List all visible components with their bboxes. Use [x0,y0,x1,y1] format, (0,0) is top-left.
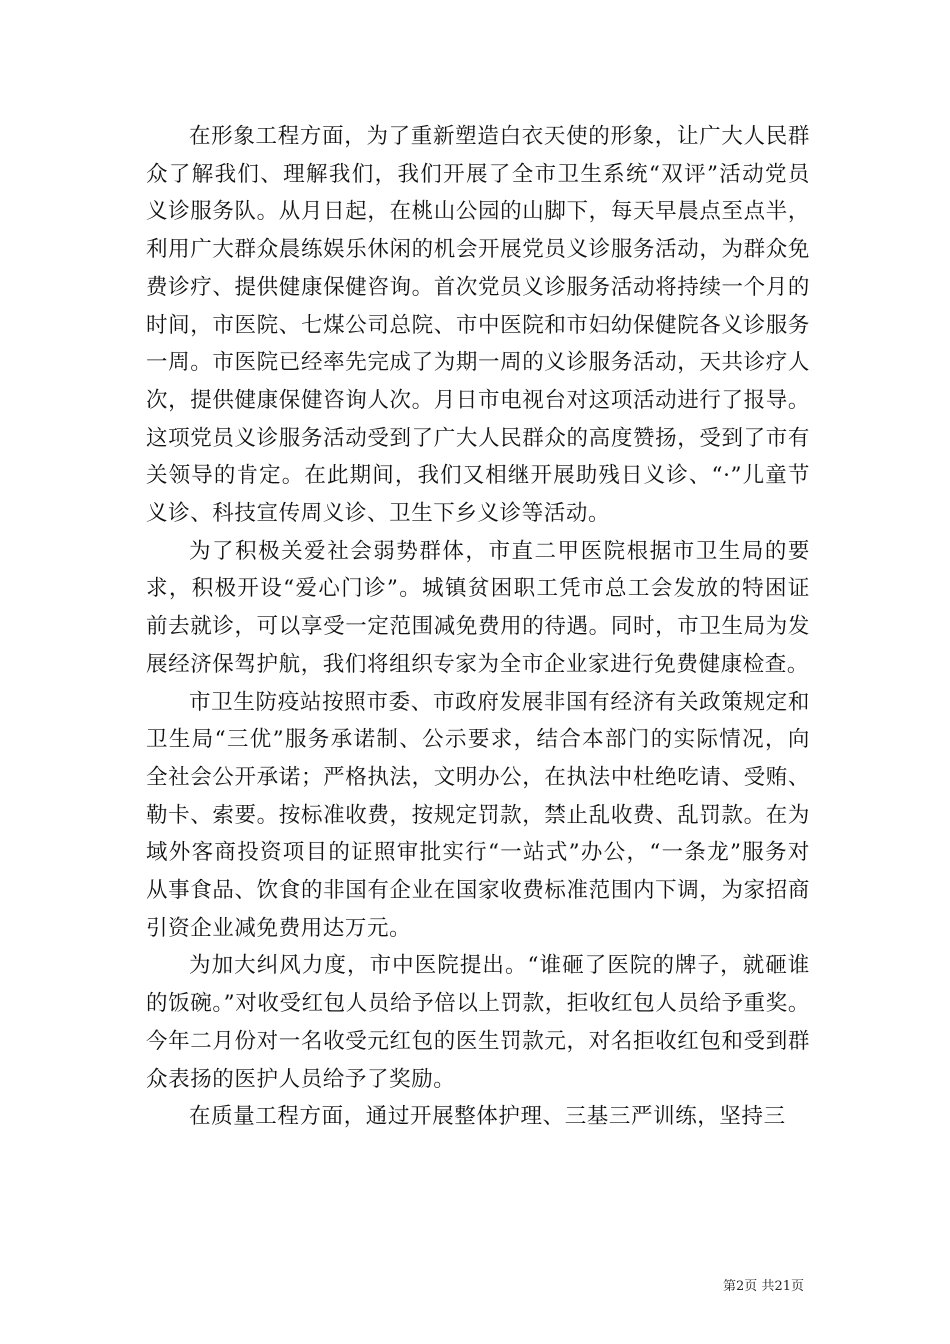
footer-prefix: 第 [723,1279,737,1294]
paragraph-image-project: 在形象工程方面，为了重新塑造白衣天使的形象，让广大人民群众了解我们、理解我们，我们开展了全市卫生系统“双评”活动党员义诊服务队。从月日起，在桃山公园的山脚下，每天早晨点至点半，利用广大群众晨练娱乐休闲的机会开展党员义诊服务活动，为群众免费诊疗、提供健康保健咨询。首次党员义诊服务活动将持续一个月的时间，市医院、七煤公司总院、市中医院和市妇幼保健院各义诊服务一周。市医院已经率先完成了为期一周的义诊服务活动，天共诊疗人次，提供健康保健咨询人次。月日市电视台对这项活动进行了报导。这项党员义诊服务活动受到了广大人民群众的高度赞扬，受到了市有关领导的肯定。在此期间，我们又相继开展助残日义诊、“·”儿童节义诊、科技宣传周义诊、卫生下乡义诊等活动。 [146,124,810,527]
footer-total-pages: 21 [774,1279,791,1294]
document-body [146,118,810,1136]
paragraph-quality-project: 在质量工程方面，通过开展整体护理、三基三严训练，坚持三 [189,1104,786,1130]
paragraph-anti-corruption: 为加大纠风力度，市中医院提出。“谁砸了医院的牌子，就砸谁的饭碗。”对收受红包人员给予倍以上罚款，拒收红包人员给予重奖。今年二月份对一名收受元红包的医生罚款元，对名拒收红包和受到群众表扬的医护人员给予了奖励。 [146,953,810,1092]
paragraph-love-clinic: 为了积极关爱社会弱势群体，市直二甲医院根据市卫生局的要求，积极开设“爱心门诊”。城镇贫困职工凭市总工会发放的特困证前去就诊，可以享受一定范围减免费用的待遇。同时，市卫生局为发展经济保驾护航，我们将组织专家为全市企业家进行免费健康检查。 [146,538,810,677]
footer-middle: 页 共 [744,1279,775,1294]
footer-suffix: 页 [790,1279,804,1294]
paragraph-epidemic-station: 市卫生防疫站按照市委、市政府发展非国有经济有关政策规定和卫生局“三优”服务承诺制、公示要求，结合本部门的实际情况，向全社会公开承诺；严格执法，文明办公，在执法中杜绝吃请、受贿、勒卡、索要。按标准收费，按规定罚款，禁止乱收费、乱罚款。在为域外客商投资项目的证照审批实行“一站式”办公，“一条龙”服务对从事食品、饮食的非国有企业在国家收费标准范围内下调，为家招商引资企业减免费用达万元。 [146,689,810,941]
footer-current-page: 2 [736,1279,745,1294]
page-number-footer [723,1275,804,1294]
